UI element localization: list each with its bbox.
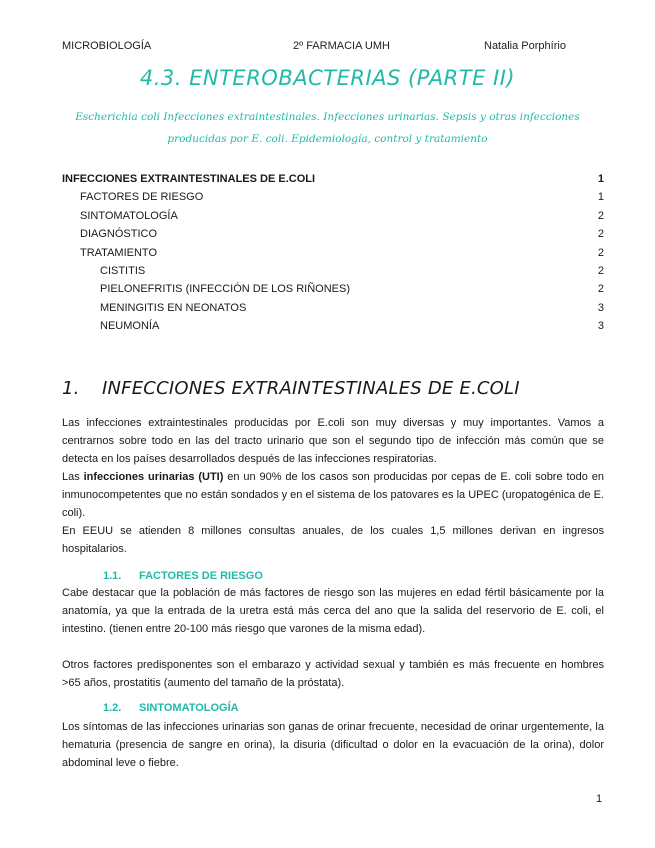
page-number: 1 <box>596 793 603 805</box>
section-heading <box>62 378 604 399</box>
header-subject: MICROBIOLOGÍA <box>62 40 152 52</box>
toc-entry-label: NEUMONÍA <box>100 320 160 333</box>
subsection-number: 1.1. <box>103 570 122 582</box>
toc-entry-page: 2 <box>597 264 604 277</box>
header-author: Natalia Porphírio <box>484 40 566 52</box>
toc-entry-page: 1 <box>597 173 604 185</box>
toc-entry-page: 2 <box>597 283 604 296</box>
paragraph: Los síntomas de las infecciones urinarias son ganas de orinar frecuente, necesidad de orinar urgentemente, la hematuria (presencia de sangre en orina), la disuria (dificultad o dolor en la evacuación de la orina), dolor abdominal leve o fiebre. <box>62 721 604 769</box>
paragraph: Otros factores predisponentes son el embarazo y actividad sexual y también es más frecuente en hombres >65 años, prostatitis (aumento del tamaño de la próstata). <box>62 659 604 689</box>
toc-entry-label: PIELONEFRITIS (INFECCIÓN DE LOS RIÑONES) <box>100 283 350 296</box>
page-subtitle: Escherichia coli Infecciones extraintestinales. Infecciones urinarias. Sepsis y otras infecciones producidas por E. coli. Epidemiología, control y tratamiento <box>75 111 580 145</box>
toc-entry[interactable] <box>62 262 604 280</box>
toc-entry[interactable] <box>62 207 604 225</box>
header-course: 2º FARMACIA UMH <box>293 40 390 52</box>
toc-entry-label: TRATAMIENTO <box>80 246 157 259</box>
toc-entry[interactable] <box>62 280 604 298</box>
section-title: INFECCIONES EXTRAINTESTINALES DE E.COLI <box>102 378 520 399</box>
toc-entry-page: 2 <box>597 246 604 259</box>
subsection-title: FACTORES DE RIESGO <box>139 570 263 582</box>
toc-entry[interactable] <box>62 299 604 317</box>
paragraph <box>62 468 604 522</box>
paragraph-text: Las <box>62 471 84 483</box>
paragraph: En EEUU se atienden 8 millones consultas anuales, de los cuales 1,5 millones derivan en ingresos hospitalarios. <box>62 525 604 555</box>
subsection-heading <box>103 702 239 714</box>
paragraph-emphasis: infecciones urinarias (UTI) <box>83 471 224 483</box>
toc-entry-page: 1 <box>597 191 604 204</box>
subsection-heading <box>103 570 263 582</box>
toc-entry[interactable] <box>62 317 604 335</box>
section-number: 1. <box>62 378 80 399</box>
toc-entry-label: SINTOMATOLOGÍA <box>80 209 178 222</box>
toc-entry-page: 3 <box>597 320 604 333</box>
page-title: 4.3. ENTEROBACTERIAS (PARTE II) <box>139 66 516 90</box>
toc-entry-page: 3 <box>597 301 604 314</box>
toc-entry-label: INFECCIONES EXTRAINTESTINALES DE E.COLI <box>62 173 316 185</box>
paragraph-text: en un 90% de los casos son producidas por cepas de E. coli sobre todo en inmunocompetentes que no están sondados y en el sistema de los patovares es la UPEC (uropatogénica de E. coli). <box>62 471 604 519</box>
toc-entry[interactable] <box>62 170 604 188</box>
table-of-contents <box>62 170 604 336</box>
toc-entry[interactable] <box>62 188 604 206</box>
paragraph: Cabe destacar que la población de más factores de riesgo son las mujeres en edad fértil básicamente por la anatomía, ya que la entrada de la uretra está más cerca del ano que la salida del reservorio de E. coli, el intestino. (tienen entre 20-100 más riesgo que varones de la misma edad). <box>62 587 604 635</box>
toc-entry-label: FACTORES DE RIESGO <box>80 191 204 204</box>
toc-entry-page: 2 <box>597 209 604 222</box>
toc-entry-label: DIAGNÓSTICO <box>80 228 158 241</box>
toc-entry[interactable] <box>62 225 604 243</box>
subsection-number: 1.2. <box>103 702 122 714</box>
toc-entry-label: CISTITIS <box>100 264 146 277</box>
subsection-title: SINTOMATOLOGÍA <box>139 702 239 714</box>
toc-entry-page: 2 <box>597 228 604 241</box>
toc-entry-label: MENINGITIS EN NEONATOS <box>100 301 247 314</box>
paragraph: Las infecciones extraintestinales producidas por E.coli son muy diversas y muy importantes. Vamos a centrarnos sobre todo en las del tracto urinario que son el segundo tipo de infección más común que se detecta en los países desarrollados después de las infecciones respiratorias. <box>62 417 604 465</box>
toc-entry[interactable] <box>62 244 604 262</box>
